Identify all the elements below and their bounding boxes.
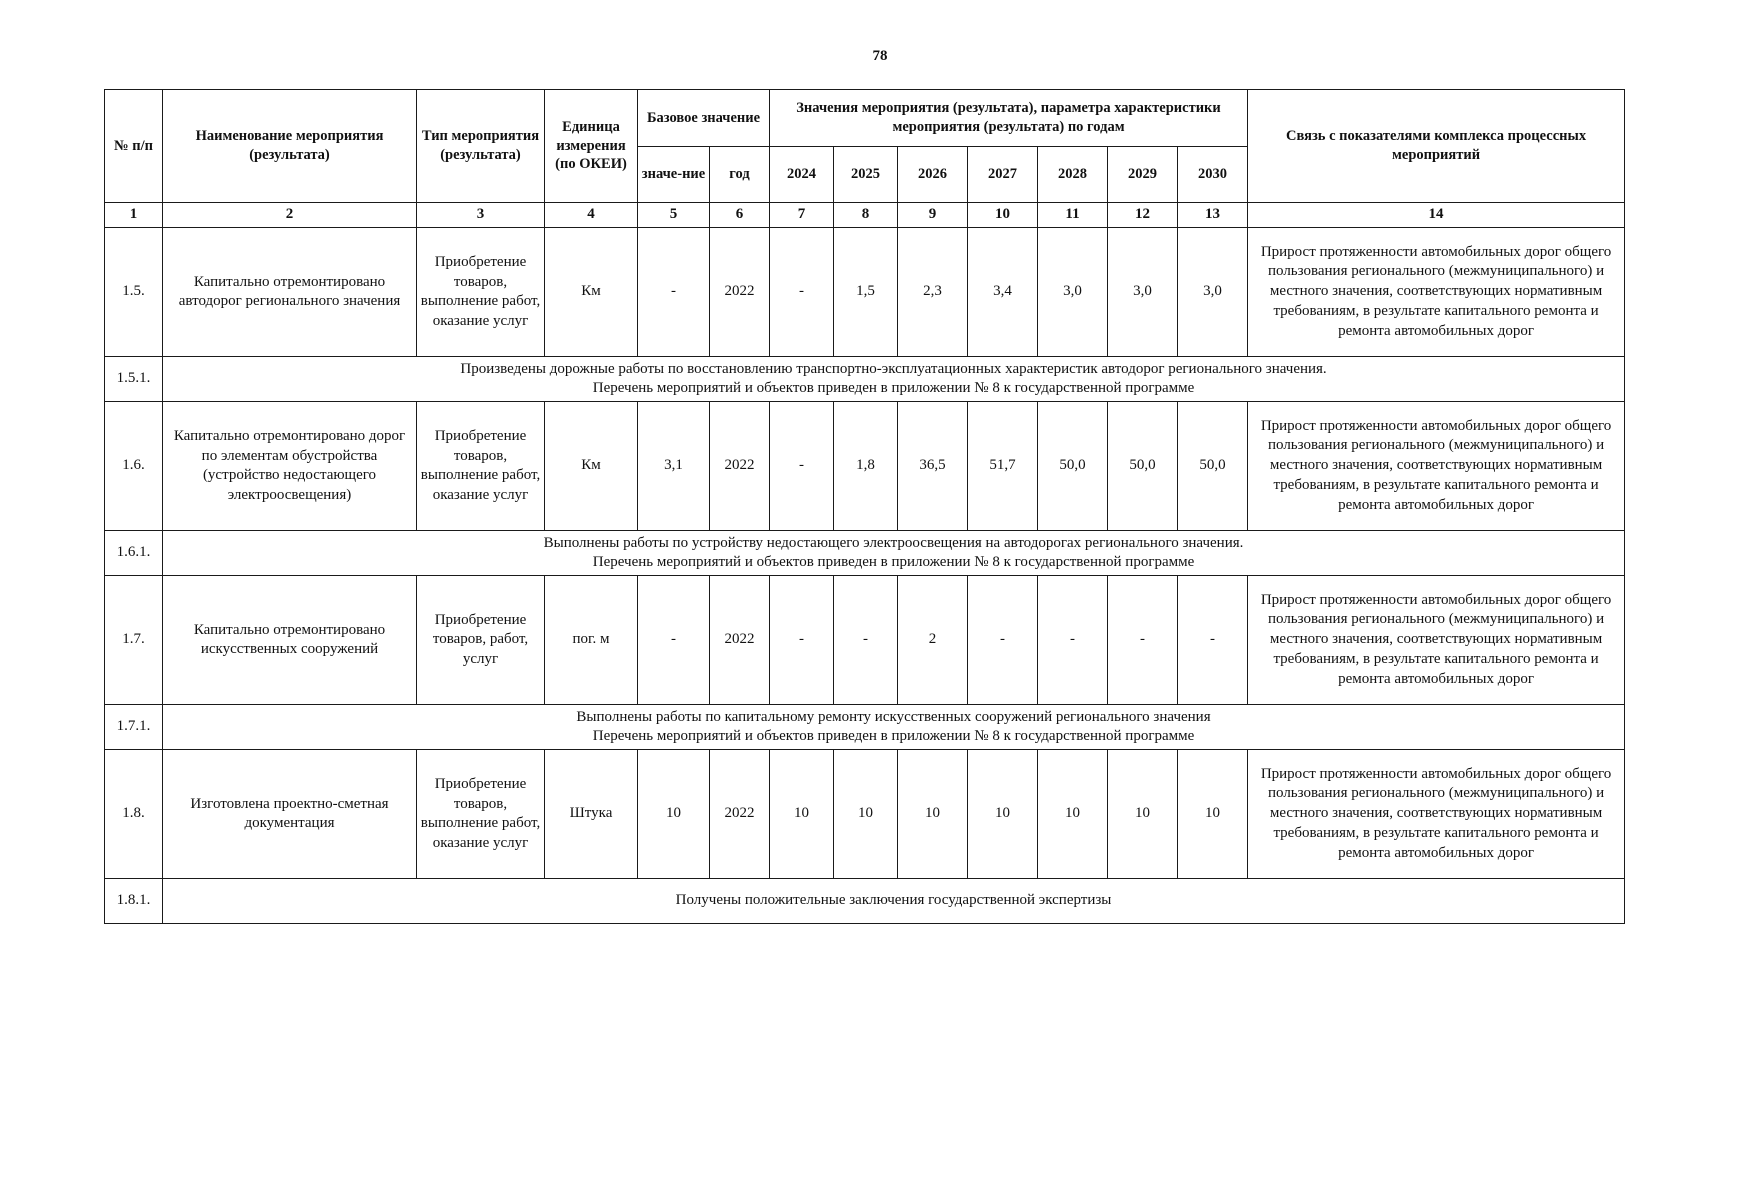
row-link: Прирост протяженности автомобильных дорог общего пользования регионального (межмуниципального) и местного значения, соответствующих нормативным требованиям, в результате капитального ремонта и ремонта автомобильных дорог (1248, 228, 1625, 357)
row-value-2029: 3,0 (1108, 228, 1178, 357)
column-numbers-row (105, 203, 1625, 228)
subrow-line: Перечень мероприятий и объектов приведен в приложении № 8 к государственной программе (592, 728, 1195, 744)
row-value-2025: 1,8 (834, 402, 898, 531)
row-value-2030: - (1178, 576, 1248, 705)
row-type: Приобретение товаров, выполнение работ, оказание услуг (417, 402, 545, 531)
column-number: 10 (968, 203, 1038, 228)
header-year: 2028 (1038, 147, 1108, 203)
table-subrow (105, 705, 1625, 750)
header-base-value: значе-ние (638, 147, 710, 203)
row-name: Капитально отремонтировано дорог по элементам обустройства (устройство недостающего электроосвещения) (163, 402, 417, 531)
column-number: 1 (105, 203, 163, 228)
table-subrow (105, 531, 1625, 576)
row-name: Изготовлена проектно-сметная документация (163, 750, 417, 879)
measures-table (104, 89, 1625, 924)
table-row (105, 750, 1625, 879)
row-value-2025: 1,5 (834, 228, 898, 357)
row-value-2025: - (834, 576, 898, 705)
row-num: 1.8. (105, 750, 163, 879)
page-number: 78 (872, 48, 888, 64)
header-base: Базовое значение (638, 90, 770, 147)
row-base-year: 2022 (710, 750, 770, 879)
row-base-year: 2022 (710, 228, 770, 357)
header-year: 2030 (1178, 147, 1248, 203)
row-value-2026: 2,3 (898, 228, 968, 357)
header-num: № п/п (105, 90, 163, 203)
row-name: Капитально отремонтировано искусственных сооружений (163, 576, 417, 705)
column-number: 12 (1108, 203, 1178, 228)
header-name: Наименование мероприятия (результата) (163, 90, 417, 203)
row-value-2024: - (770, 228, 834, 357)
table-subrow (105, 879, 1625, 924)
column-number: 8 (834, 203, 898, 228)
row-value-2027: 3,4 (968, 228, 1038, 357)
row-value-2026: 10 (898, 750, 968, 879)
header-values-by-year: Значения мероприятия (результата), параметра характеристики мероприятия (результата) по годам (770, 90, 1248, 147)
subrow-text (163, 357, 1625, 402)
column-number: 3 (417, 203, 545, 228)
column-number: 6 (710, 203, 770, 228)
row-base-value: 3,1 (638, 402, 710, 531)
row-value-2028: 3,0 (1038, 228, 1108, 357)
subrow-num: 1.6.1. (105, 531, 163, 576)
row-value-2024: - (770, 576, 834, 705)
column-number: 11 (1038, 203, 1108, 228)
row-value-2028: - (1038, 576, 1108, 705)
header-year: 2024 (770, 147, 834, 203)
row-value-2024: 10 (770, 750, 834, 879)
row-unit: пог. м (545, 576, 638, 705)
header-year: 2026 (898, 147, 968, 203)
column-number: 9 (898, 203, 968, 228)
table-row (105, 228, 1625, 357)
row-value-2029: 50,0 (1108, 402, 1178, 531)
column-number: 14 (1248, 203, 1625, 228)
row-unit: Км (545, 402, 638, 531)
row-num: 1.7. (105, 576, 163, 705)
row-base-year: 2022 (710, 576, 770, 705)
header-link: Связь с показателями комплекса процессных мероприятий (1248, 90, 1625, 203)
row-value-2024: - (770, 402, 834, 531)
row-link: Прирост протяженности автомобильных дорог общего пользования регионального (межмуниципального) и местного значения, соответствующих нормативным требованиям, в результате капитального ремонта и ремонта автомобильных дорог (1248, 402, 1625, 531)
row-value-2029: - (1108, 576, 1178, 705)
column-number: 2 (163, 203, 417, 228)
row-base-value: - (638, 228, 710, 357)
column-number: 7 (770, 203, 834, 228)
row-unit: Км (545, 228, 638, 357)
row-type: Приобретение товаров, выполнение работ, оказание услуг (417, 750, 545, 879)
header-base-year: год (710, 147, 770, 203)
header-year: 2029 (1108, 147, 1178, 203)
table-subrow (105, 357, 1625, 402)
row-type: Приобретение товаров, работ, услуг (417, 576, 545, 705)
header-year: 2027 (968, 147, 1038, 203)
subrow-line: Перечень мероприятий и объектов приведен в приложении № 8 к государственной программе (592, 554, 1195, 570)
row-value-2030: 3,0 (1178, 228, 1248, 357)
row-link: Прирост протяженности автомобильных дорог общего пользования регионального (межмуниципального) и местного значения, соответствующих нормативным требованиям, в результате капитального ремонта и ремонта автомобильных дорог (1248, 576, 1625, 705)
subrow-num: 1.8.1. (105, 879, 163, 924)
row-base-value: - (638, 576, 710, 705)
subrow-line: Выполнены работы по устройству недостающего электроосвещения на автодорогах регионального значения. (543, 534, 1244, 551)
header-year: 2025 (834, 147, 898, 203)
subrow-line: Произведены дорожные работы по восстановлению транспортно-эксплуатационных характеристик автодорог регионального значения. (460, 360, 1327, 377)
row-type: Приобретение товаров, выполнение работ, оказание услуг (417, 228, 545, 357)
row-name: Капитально отремонтировано автодорог регионального значения (163, 228, 417, 357)
table-row (105, 402, 1625, 531)
column-number: 5 (638, 203, 710, 228)
row-num: 1.6. (105, 402, 163, 531)
subrow-num: 1.7.1. (105, 705, 163, 750)
row-value-2027: - (968, 576, 1038, 705)
subrow-line: Получены положительные заключения государственной экспертизы (675, 892, 1112, 909)
row-value-2025: 10 (834, 750, 898, 879)
row-num: 1.5. (105, 228, 163, 357)
row-unit: Штука (545, 750, 638, 879)
header-unit: Единица измерения (по ОКЕИ) (545, 90, 638, 203)
subrow-num: 1.5.1. (105, 357, 163, 402)
subrow-text (163, 531, 1625, 576)
row-link: Прирост протяженности автомобильных дорог общего пользования регионального (межмуниципального) и местного значения, соответствующих нормативным требованиям, в результате капитального ремонта и ремонта автомобильных дорог (1248, 750, 1625, 879)
row-base-value: 10 (638, 750, 710, 879)
row-value-2030: 10 (1178, 750, 1248, 879)
row-value-2026: 2 (898, 576, 968, 705)
subrow-line: Перечень мероприятий и объектов приведен в приложении № 8 к государственной программе (592, 380, 1195, 396)
column-number: 13 (1178, 203, 1248, 228)
row-base-year: 2022 (710, 402, 770, 531)
column-number: 4 (545, 203, 638, 228)
table-row (105, 576, 1625, 705)
row-value-2027: 51,7 (968, 402, 1038, 531)
row-value-2030: 50,0 (1178, 402, 1248, 531)
subrow-text (163, 705, 1625, 750)
row-value-2028: 50,0 (1038, 402, 1108, 531)
header-type: Тип мероприятия (результата) (417, 90, 545, 203)
row-value-2028: 10 (1038, 750, 1108, 879)
row-value-2029: 10 (1108, 750, 1178, 879)
subrow-line: Выполнены работы по капитальному ремонту искусственных сооружений регионального значения (576, 708, 1211, 725)
row-value-2026: 36,5 (898, 402, 968, 531)
subrow-text (163, 879, 1625, 924)
row-value-2027: 10 (968, 750, 1038, 879)
